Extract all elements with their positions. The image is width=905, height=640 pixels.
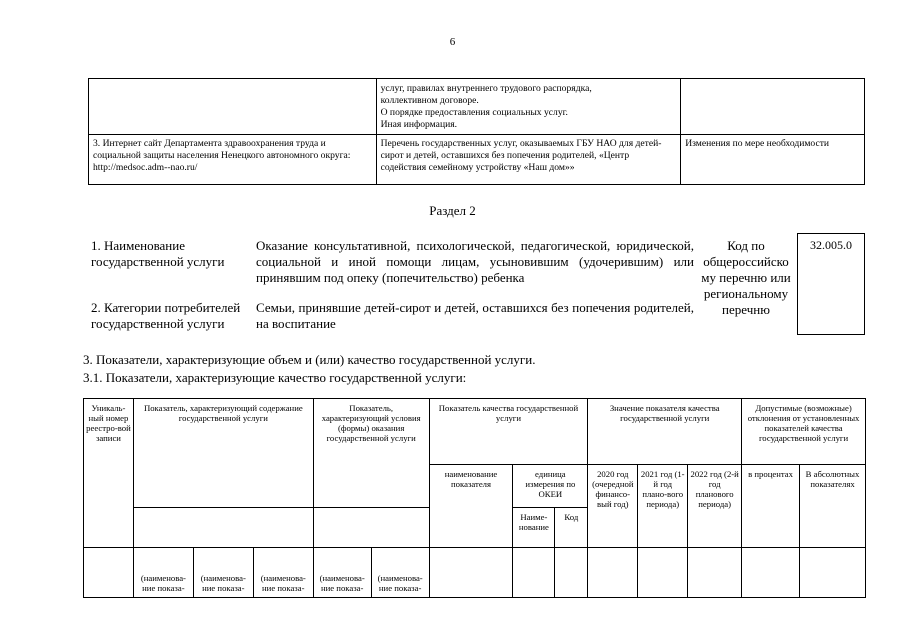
label-line: 1. Наименование <box>91 238 185 253</box>
cell-line: О порядке предоставления социальных услуг. <box>380 107 568 118</box>
header-2021: 2021 год (1-й год плано-вого периода) <box>638 465 688 548</box>
label-line: Код по <box>727 238 765 253</box>
sub-header: (наименова-ние показа- <box>193 548 253 598</box>
header-indicator-name: наименование показателя <box>429 465 513 548</box>
table-row <box>84 399 866 465</box>
heading-3: 3. Показатели, характеризующие объем и (или) качество государственной услуги. <box>83 352 536 367</box>
table-cell: Изменения по мере необходимости <box>681 135 865 185</box>
table-row <box>89 79 865 135</box>
table-cell <box>800 548 866 598</box>
page-number: 6 <box>449 36 456 48</box>
table-cell <box>588 548 638 598</box>
table-cell <box>84 548 134 598</box>
cell-line: коллективном договоре. <box>380 95 479 106</box>
service-name-label <box>91 238 256 270</box>
cell-line: услуг, правилах внутреннего трудового распорядка, <box>380 83 592 94</box>
header-quality: Показатель качества государственной услуги <box>429 399 588 465</box>
table-cell <box>638 548 688 598</box>
table-row <box>89 135 865 185</box>
table-cell: 3. Интернет сайт Департамента здравоохранения труда и социальной защиты населения Ненецкого автономного округа: http://medsoc.adm--nao.ru/ <box>89 135 377 185</box>
info-table <box>88 78 865 185</box>
table-cell <box>376 79 681 135</box>
table-cell <box>89 79 377 135</box>
label-line: 2. Категории потребителей <box>91 300 241 315</box>
header-value: Значение показателя качества государственной услуги <box>588 399 742 465</box>
header-content: Показатель, характеризующий содержание государственной услуги <box>133 399 313 508</box>
sub-header: (наименова-ние показа- <box>313 548 371 598</box>
heading-3-1: 3.1. Показатели, характеризующие качество государственной услуги: <box>83 370 467 385</box>
label-line: перечню <box>722 302 770 317</box>
sub-header: (наименова-ние показа- <box>253 548 313 598</box>
header-unique-number: Уникаль-ный номер реестро-вой записи <box>84 399 134 548</box>
header-2022: 2022 год (2-й год планового периода) <box>688 465 742 548</box>
code-label <box>696 238 796 318</box>
label-line: государственной услуги <box>91 316 225 331</box>
table-cell: Перечень государственных услуг, оказываемых ГБУ НАО для детей-сирот и детей, оставшихся без попечения родителей, «Центр содействия семейному устройству «Наш дом»» <box>376 135 681 185</box>
section-title: Раздел 2 <box>429 203 476 218</box>
table-cell <box>555 548 588 598</box>
table-cell <box>133 508 313 548</box>
table-cell <box>429 548 513 598</box>
consumers-label <box>91 300 256 332</box>
table-cell <box>513 548 555 598</box>
label-line: общероссийско <box>703 254 789 269</box>
header-absolute: В абсолютных показателях <box>800 465 866 548</box>
header-unit-name: Наиме-нование <box>513 508 555 548</box>
header-conditions: Показатель, характеризующий условия (формы) оказания государственной услуги <box>313 399 429 508</box>
label-line: государственной услуги <box>91 254 225 269</box>
sub-header: (наименова-ние показа- <box>133 548 193 598</box>
header-percent: в процентах <box>742 465 800 548</box>
cell-line: Иная информация. <box>380 119 458 130</box>
table-cell <box>681 79 865 135</box>
service-name-value: Оказание консультативной, психологической, педагогической, юридической, социальной и иной помощи лицам, усыновившим (удочерившим) или принявшим под опеку (попечительство) ребенка <box>256 238 694 285</box>
quality-table <box>83 398 866 598</box>
table-row <box>84 548 866 598</box>
label-line: му перечню или <box>701 270 791 285</box>
consumers-value: Семьи, принявшие детей-сирот и детей, оставшихся без попечения родителей, на воспитание <box>256 300 694 331</box>
table-cell <box>742 548 800 598</box>
header-unit-code: Код <box>555 508 588 548</box>
header-deviation: Допустимые (возможные) отклонения от установленных показателей качества государственной услуги <box>742 399 866 465</box>
header-unit: единица измерения по ОКЕИ <box>513 465 588 508</box>
table-cell <box>688 548 742 598</box>
label-line: региональному <box>703 286 789 301</box>
sub-header: (наименова-ние показа- <box>371 548 429 598</box>
table-cell <box>313 508 429 548</box>
header-2020: 2020 год (очередной финансо-вый год) <box>588 465 638 548</box>
code-box: 32.005.0 <box>797 233 865 335</box>
